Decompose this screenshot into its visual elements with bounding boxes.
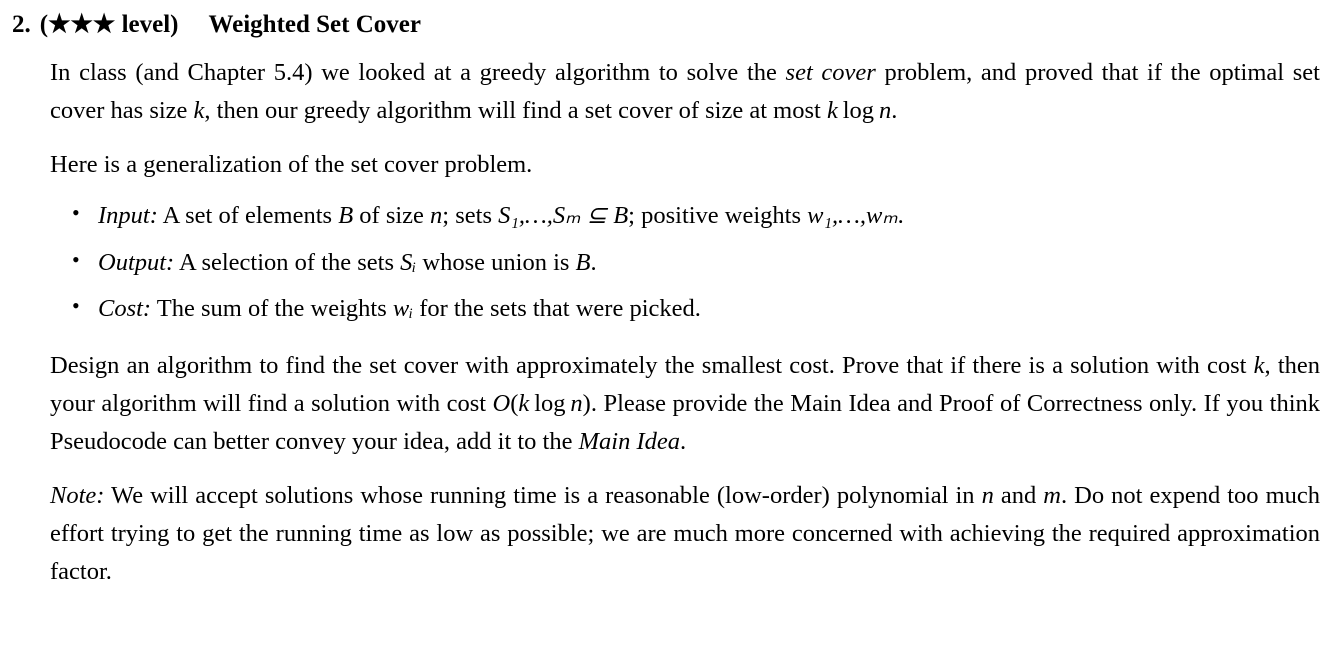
note-label: Note: [50,482,105,510]
intro-var-k: k [193,97,205,125]
paragraph-note [50,477,1320,591]
cost-var-wi: wᵢ [392,295,414,323]
note-text-1: We will accept solutions whose running time is a reasonable (low-order) polynomial in [104,482,982,510]
paragraph-generalization: Here is a generalization of the set cover problem. [50,151,533,179]
intro-text-3: , then our greedy algorithm will find a set cover of size at most [204,97,827,125]
task-text-4: . [680,428,687,456]
input-text-3: ; sets [442,202,499,230]
note-var-m: m [1043,482,1061,510]
list-item-input [98,198,1320,234]
definition-list [50,198,1320,327]
task-var-k: k [1253,351,1265,379]
paragraph-task: Design an algorithm to find the set cover with approximately the smallest cost. Prove that if there is a solution with cost k, then your algorithm will find a solution with cost O(k log n). Please provide the Main Idea and Proof of Correctness only. If you think Pseudocode can better convey your idea, add it to the Main Idea. [50,351,1321,456]
output-var-si: Sᵢ [400,248,417,276]
output-text-1: A selection of the sets [174,248,401,276]
intro-italic-setcover: set cover [785,59,876,86]
problem-heading [12,10,1322,40]
intro-text-1: In class (and Chapter 5.4) we looked at a greedy algorithm to solve the [50,59,786,86]
input-sets: S₁,…,Sₘ ⊆ B [498,202,629,230]
problem-title: Weighted Set Cover [208,11,421,38]
list-item-cost [98,291,1320,327]
input-text-1: A set of elements [157,202,339,230]
cost-text-1: The sum of the weights [151,295,393,323]
input-var-n: n [430,202,443,230]
intro-text-4: . [891,97,898,125]
problem-level: (★★★ level) [39,11,179,38]
input-text-2: of size [353,202,431,230]
problem-body [50,54,1320,591]
input-var-b: B [338,202,354,230]
task-text-2: , then your algorithm will find a solution with cost [50,351,1320,417]
paragraph-intro: In class (and Chapter 5.4) we looked at a greedy algorithm to solve the set cover problem, and proved that if the optimal set cover has size k, then our greedy algorithm will find a set cover of size at most k log n. [50,59,1320,125]
task-text-3: . Please provide the Main Idea and Proof of Correctness only. If you think Pseudocode can better convey your idea, add it to the [50,389,1321,456]
task-italic-mainidea: Main Idea [578,428,680,456]
output-text-2: whose union is [416,248,576,276]
output-var-b: B [575,248,591,276]
task-text-1: Design an algorithm to find the set cover with approximately the smallest cost. Prove that if there is a solution with cost [50,351,1254,379]
intro-text-2: problem, and proved that if the optimal set cover has size [50,59,1320,125]
note-var-n: n [981,482,994,510]
list-item-output [98,245,1320,281]
note-text-3: . Do not expend too much effort trying to get the running time as low as possible; we are much more concerned with achieving the required approximation factor. [50,482,1320,586]
note-text-2: and [993,482,1044,510]
output-text-3: . [590,248,597,276]
output-label: Output: [98,248,175,276]
problem-block [12,10,1322,607]
input-weights: w₁,…,wₘ [807,202,898,230]
input-label: Input: [98,202,158,230]
problem-number: 2. [12,11,31,38]
input-text-5: . [897,202,904,230]
input-text-4: ; positive weights [628,202,808,230]
cost-text-2: for the sets that were picked. [413,295,701,323]
cost-label: Cost: [98,295,152,323]
star-rating: ★★★ [48,11,116,38]
